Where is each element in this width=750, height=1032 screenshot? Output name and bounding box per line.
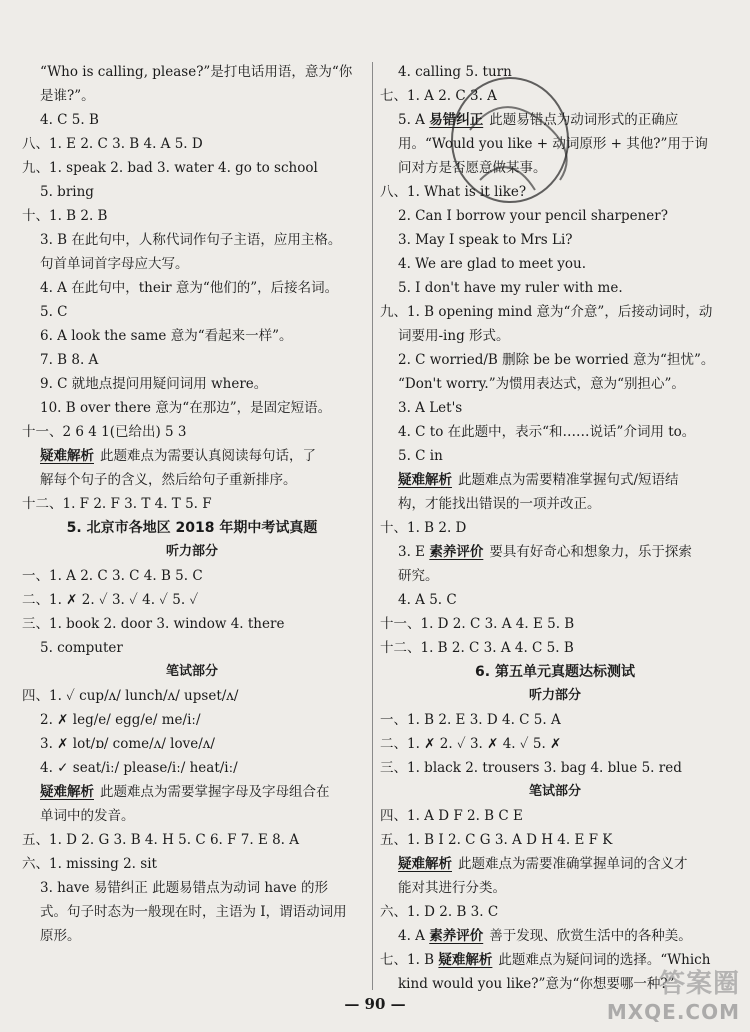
line-text: 笔试部分 xyxy=(165,664,218,679)
line-text: 听力部分 xyxy=(165,544,218,559)
note-tag: 易错纠正 xyxy=(429,112,484,128)
line-text: 七、1. A 2. C 3. A xyxy=(380,88,497,104)
answer-line xyxy=(22,444,362,468)
line-text: 5. C xyxy=(40,304,68,320)
line-text: 此题难点为需要掌握字母及字母组合在 xyxy=(100,784,330,800)
line-text: 六、1. D 2. B 3. C xyxy=(380,904,499,920)
note-tag: 疑难解析 xyxy=(398,472,452,488)
answer-line xyxy=(22,708,362,732)
line-text: 6. A look the same 意为“看起来一样”。 xyxy=(40,328,293,344)
answer-line xyxy=(22,924,362,948)
line-text: 3. May I speak to Mrs Li? xyxy=(398,232,573,248)
answer-line xyxy=(380,588,730,612)
line-text: 9. C 就地点提问用疑问词用 where。 xyxy=(40,376,268,392)
line-text: 10. B over there 意为“在那边”，是固定短语。 xyxy=(40,400,332,416)
subsection-heading xyxy=(22,540,362,564)
answer-prefix: 七、1. B xyxy=(380,952,439,968)
section-title xyxy=(22,516,362,540)
answer-line xyxy=(380,924,730,948)
line-text: 构，才能找出错误的一项并改正。 xyxy=(398,496,601,512)
line-text: 八、1. What is it like? xyxy=(380,184,527,200)
answer-line xyxy=(22,276,362,300)
line-text: 善于发现、欣赏生活中的各种美。 xyxy=(489,928,692,944)
line-text: 此题难点为需要认真阅读每句话，了 xyxy=(100,448,316,464)
answer-prefix: 5. A xyxy=(398,112,430,128)
answer-line xyxy=(22,636,362,660)
line-text: 4. calling 5. turn xyxy=(398,64,512,80)
answer-line xyxy=(380,492,730,516)
line-text: 能对其进行分类。 xyxy=(398,880,506,896)
line-text: 3. A Let's xyxy=(398,400,463,416)
answer-line xyxy=(22,828,362,852)
line-text: 五、1. D 2. G 3. B 4. H 5. C 6. F 7. E 8. A xyxy=(22,832,300,848)
page-number: — 90 — xyxy=(344,995,406,1013)
answer-line xyxy=(380,420,730,444)
line-text: 句首单词首字母应大写。 xyxy=(40,256,189,272)
line-text: 十二、1. B 2. C 3. A 4. C 5. B xyxy=(380,640,574,656)
answer-line xyxy=(22,252,362,276)
answer-line xyxy=(22,900,362,924)
answer-line xyxy=(380,756,730,780)
answer-line xyxy=(22,348,362,372)
line-text: 用。“Would you like + 动词原形 + 其他?”用于询 xyxy=(398,136,708,152)
answer-line xyxy=(22,588,362,612)
subsection-heading xyxy=(380,780,730,804)
line-text: 九、1. speak 2. bad 3. water 4. go to school xyxy=(22,160,318,176)
line-text: 十一、1. D 2. C 3. A 4. E 5. B xyxy=(380,616,575,632)
line-text: 5. bring xyxy=(40,184,94,200)
line-text: 此题难点为需要精准掌握句式/短语结 xyxy=(458,472,679,488)
answer-line xyxy=(22,60,362,84)
line-text: 4. C 5. B xyxy=(40,112,99,128)
answer-line xyxy=(22,156,362,180)
line-text: 此题难点为需要准确掌握单词的含义才 xyxy=(458,856,688,872)
answer-line xyxy=(22,564,362,588)
line-text: 5. 北京市各地区 2018 年期中考试真题 xyxy=(66,520,318,536)
answer-line xyxy=(380,540,730,564)
line-text: 四、1. ✓ cup/ʌ/ lunch/ʌ/ upset/ʌ/ xyxy=(22,688,239,704)
line-text: 式。句子时态为一般现在时，主语为 I，谓语动词用 xyxy=(40,904,347,920)
line-text: 五、1. B I 2. C G 3. A D H 4. E F K xyxy=(380,832,613,848)
line-text: 2. ✗ leg/e/ egg/e/ me/iː/ xyxy=(40,712,201,728)
answer-line xyxy=(380,444,730,468)
answer-line xyxy=(22,420,362,444)
answer-line xyxy=(380,276,730,300)
answer-line xyxy=(380,324,730,348)
line-text: 八、1. E 2. C 3. B 4. A 5. D xyxy=(22,136,203,152)
line-text: 问对方是否愿意做某事。 xyxy=(398,160,547,176)
answer-line xyxy=(380,708,730,732)
line-text: 一、1. A 2. C 3. C 4. B 5. C xyxy=(22,568,203,584)
answer-line xyxy=(22,324,362,348)
answer-line xyxy=(380,900,730,924)
watermark-logo-text: 答案圈 xyxy=(658,969,740,999)
line-text: 六、1. missing 2. sit xyxy=(22,856,157,872)
line-text: 2. C worried/B 删除 be be worried 意为“担忧”。 xyxy=(398,352,715,368)
left-column xyxy=(22,60,362,948)
answer-line xyxy=(380,612,730,636)
line-text: 十一、2 6 4 1(已给出) 5 3 xyxy=(22,424,187,440)
answer-line xyxy=(22,756,362,780)
answer-line xyxy=(380,468,730,492)
line-text: 5. C in xyxy=(398,448,443,464)
answer-line xyxy=(22,612,362,636)
answer-line xyxy=(22,204,362,228)
line-text: 单词中的发音。 xyxy=(40,808,135,824)
watermark-url: MXQE.COM xyxy=(606,1000,740,1024)
answer-line xyxy=(380,300,730,324)
line-text: 4. ✓ seat/iː/ please/iː/ heat/iː/ xyxy=(40,760,238,776)
answer-line xyxy=(22,492,362,516)
answer-line xyxy=(22,228,362,252)
handwritten-stamp xyxy=(440,70,580,210)
line-text: 笔试部分 xyxy=(528,784,581,799)
line-text: kind would you like?”意为“你想要哪一种?” xyxy=(398,976,675,992)
line-text: 九、1. B opening mind 意为“介意”，后接动词时，动 xyxy=(380,304,713,320)
answer-line xyxy=(22,684,362,708)
line-text: 二、1. ✗ 2. ✓ 3. ✗ 4. ✓ 5. ✗ xyxy=(380,736,562,752)
answer-line xyxy=(22,372,362,396)
answer-line xyxy=(22,108,362,132)
line-text: 原形。 xyxy=(40,928,81,944)
site-watermark xyxy=(600,963,740,1024)
answer-line xyxy=(22,300,362,324)
answer-line xyxy=(380,516,730,540)
note-tag: 疑难解析 xyxy=(40,448,94,464)
line-text: “Who is calling, please?”是打电话用语，意为“你 xyxy=(40,64,353,80)
line-text: 2. Can I borrow your pencil sharpener? xyxy=(398,208,668,224)
subsection-heading xyxy=(22,660,362,684)
answer-line xyxy=(22,132,362,156)
answer-line xyxy=(380,636,730,660)
answer-line xyxy=(22,876,362,900)
note-tag: 疑难解析 xyxy=(438,952,493,968)
answer-prefix: 3. E xyxy=(398,544,430,560)
answer-line xyxy=(380,564,730,588)
answer-line xyxy=(380,828,730,852)
answer-line xyxy=(22,804,362,828)
line-text: 研究。 xyxy=(398,568,439,584)
answer-line xyxy=(380,228,730,252)
line-text: 3. ✗ lot/ɒ/ come/ʌ/ love/ʌ/ xyxy=(40,736,215,752)
answer-line xyxy=(22,732,362,756)
line-text: 7. B 8. A xyxy=(40,352,99,368)
line-text: 5. I don't have my ruler with me. xyxy=(398,280,623,296)
answer-line xyxy=(22,84,362,108)
subsection-heading xyxy=(380,684,730,708)
answer-line xyxy=(22,180,362,204)
line-text: 6. 第五单元真题达标测试 xyxy=(475,664,635,680)
line-text: 3. have 易错纠正 此题易错点为动词 have 的形 xyxy=(40,880,329,896)
line-text: 是谁?”。 xyxy=(40,88,95,104)
line-text: 四、1. A D F 2. B C E xyxy=(380,808,523,824)
line-text: 十二、1. F 2. F 3. T 4. T 5. F xyxy=(22,496,212,512)
line-text: 十、1. B 2. B xyxy=(22,208,108,224)
line-text: 词要用-ing 形式。 xyxy=(398,328,510,344)
answer-line xyxy=(22,396,362,420)
line-text: 三、1. black 2. trousers 3. bag 4. blue 5. red xyxy=(380,760,682,776)
note-tag: 素养评价 xyxy=(429,928,484,944)
answer-prefix: 4. A xyxy=(398,928,430,944)
note-tag: 疑难解析 xyxy=(40,784,94,800)
line-text: 解每个句子的含义，然后给句子重新排序。 xyxy=(40,472,297,488)
line-text: 3. B 在此句中，人称代词作句子主语，应用主格。 xyxy=(40,232,342,248)
answer-line xyxy=(22,468,362,492)
answer-line xyxy=(380,252,730,276)
line-text: 十、1. B 2. D xyxy=(380,520,467,536)
answer-line xyxy=(380,852,730,876)
line-text: 三、1. book 2. door 3. window 4. there xyxy=(22,616,285,632)
answer-line xyxy=(380,396,730,420)
column-divider xyxy=(372,62,373,990)
answer-line xyxy=(380,348,730,372)
answer-line xyxy=(22,780,362,804)
line-text: 4. C to 在此题中，表示“和……说话”介词用 to。 xyxy=(398,424,696,440)
line-text: 听力部分 xyxy=(528,688,581,703)
note-tag: 素养评价 xyxy=(429,544,484,560)
answer-line xyxy=(380,804,730,828)
line-text: 5. computer xyxy=(40,640,123,656)
line-text: “Don't worry.”为惯用表达式，意为“别担心”。 xyxy=(398,376,685,392)
line-text: 此题易错点为动词形式的正确应 xyxy=(489,112,679,128)
section-title xyxy=(380,660,730,684)
note-tag: 疑难解析 xyxy=(398,856,452,872)
line-text: 4. A 5. C xyxy=(398,592,457,608)
answer-line xyxy=(22,852,362,876)
line-text: 4. A 在此句中，their 意为“他们的”，后接名词。 xyxy=(40,280,339,296)
answer-line xyxy=(380,876,730,900)
line-text: 一、1. B 2. E 3. D 4. C 5. A xyxy=(380,712,561,728)
line-text: 二、1. ✗ 2. ✓ 3. ✓ 4. ✓ 5. ✓ xyxy=(22,592,199,608)
line-text: 要具有好奇心和想象力，乐于探索 xyxy=(489,544,692,560)
answer-line xyxy=(380,732,730,756)
answer-line xyxy=(380,372,730,396)
line-text: 4. We are glad to meet you. xyxy=(398,256,587,272)
line-text: 此题难点为疑问词的选择。“Which xyxy=(498,952,711,968)
